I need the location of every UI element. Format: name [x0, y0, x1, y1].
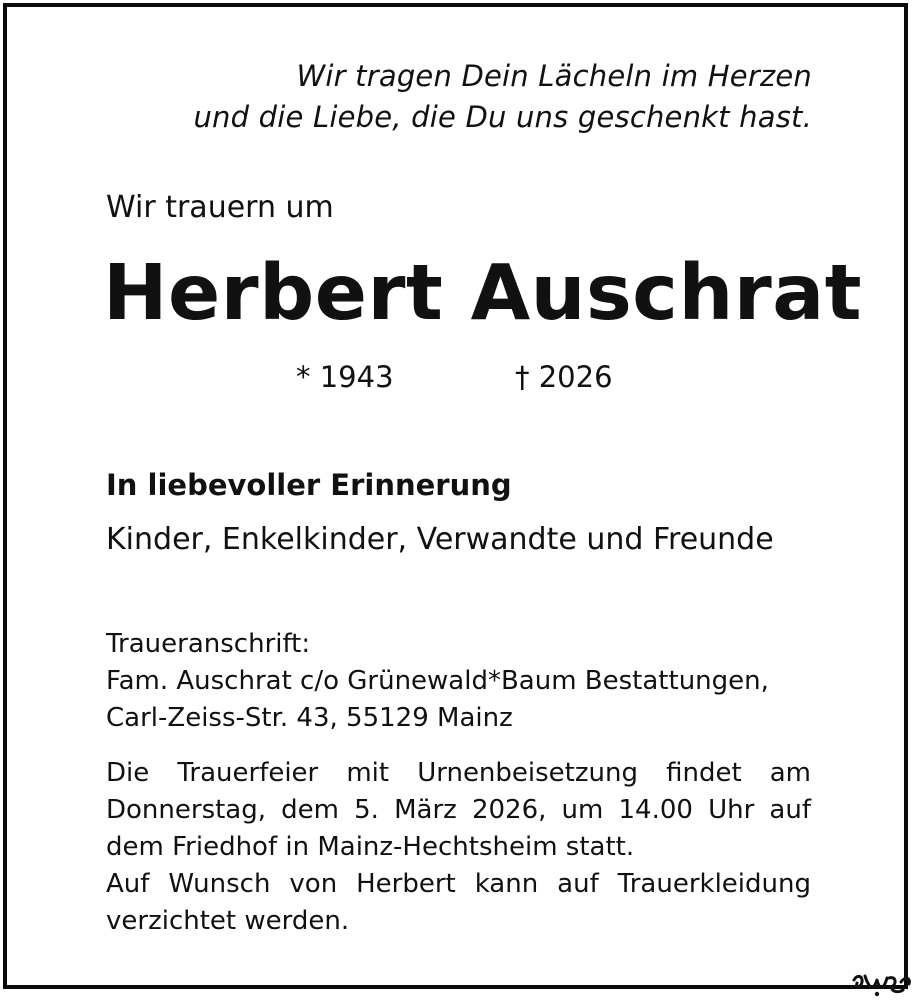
ceremony-line-5: verzichtet werden.: [106, 906, 350, 936]
mourning-address: [106, 626, 769, 737]
address-label: Traueranschrift:: [106, 629, 311, 659]
ceremony-line-1: Die Trauerfeier mit Urnenbeisetzung findet am: [106, 758, 811, 788]
ceremony-details: [106, 755, 811, 940]
ceremony-line-3: dem Friedhof in Mainz-Hechtsheim statt.: [106, 832, 635, 862]
deceased-name: Herbert Auschrat: [103, 249, 863, 338]
memorial-quote: [193, 56, 812, 138]
quote-line-2: und die Liebe, die Du uns geschenkt hast.: [193, 100, 812, 134]
address-line-1: Fam. Auschrat c/o Grünewald*Baum Bestattungen,: [106, 666, 769, 696]
quote-line-1: Wir tragen Dein Lächeln im Herzen: [296, 59, 812, 93]
birth-year: * 1943: [296, 360, 394, 394]
ceremony-line-4: Auf Wunsch von Herbert kann auf Trauerkleidung: [106, 869, 811, 899]
mourners-heading: In liebevoller Erinnerung: [106, 468, 512, 502]
intro-text: Wir trauern um: [106, 190, 334, 225]
publisher-logo-icon: [851, 968, 913, 998]
death-year: † 2026: [515, 360, 613, 394]
mourners-names: Kinder, Enkelkinder, Verwandte und Freunde: [106, 522, 774, 557]
ceremony-line-2: Donnerstag, dem 5. März 2026, um 14.00 Uhr auf: [106, 795, 811, 825]
address-line-2: Carl-Zeiss-Str. 43, 55129 Mainz: [106, 703, 513, 733]
